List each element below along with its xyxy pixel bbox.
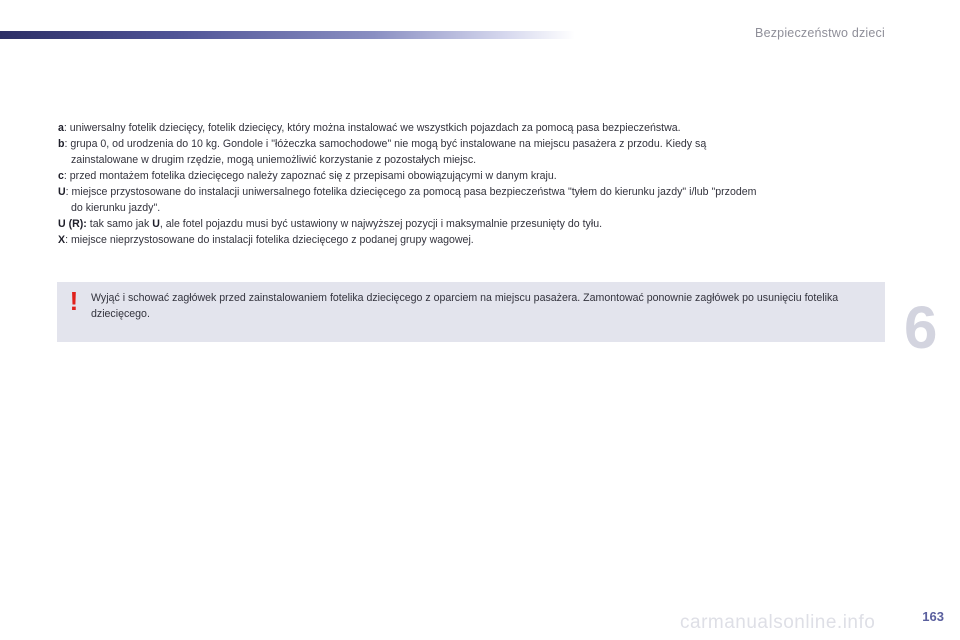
definition-key: U (R): — [58, 218, 87, 230]
page-number: 163 — [922, 609, 944, 624]
definition-text: , ale fotel pojazdu musi być ustawiony w najwyższej pozycji i maksymalnie przesunięty do tyłu. — [159, 218, 603, 230]
warning-exclamation-icon: ! — [69, 286, 79, 316]
section-title: Bezpieczeństwo dzieci — [755, 26, 885, 40]
definition-key: c — [58, 170, 64, 182]
definition-c — [58, 168, 888, 184]
definition-text: : przed montażem fotelika dziecięcego należy zapoznać się z przepisami obowiązującymi w danym kraju. — [63, 170, 557, 182]
definition-a — [58, 120, 888, 136]
definition-text: : miejsce przystosowane do instalacji uniwersalnego fotelika dziecięcego za pomocą pasa bezpieczeństwa "tyłem do kierunku jazdy" i/lub "przodem — [65, 186, 757, 198]
definition-key-inline: U — [152, 218, 160, 230]
definition-b — [58, 136, 888, 168]
definition-u — [58, 184, 888, 216]
definition-key: X — [58, 234, 66, 246]
definitions-list — [58, 120, 888, 248]
definition-text: : miejsce nieprzystosowane do instalacji fotelika dziecięcego z podanej grupy wagowej. — [65, 234, 474, 246]
definition-key: b — [58, 138, 65, 150]
definition-ur — [58, 216, 888, 232]
header-gradient-bar — [0, 31, 575, 39]
definition-text: tak samo jak — [86, 218, 153, 230]
chapter-number: 6 — [904, 294, 938, 361]
definition-key: a — [58, 122, 64, 134]
definition-text: : grupa 0, od urodzenia do 10 kg. Gondole i "łóżeczka samochodowe" nie mogą być instalowane na miejscu pasażera z przodu. Kiedy są — [64, 138, 707, 150]
warning-text: Wyjąć i schować zagłówek przed zainstalowaniem fotelika dziecięcego z oparciem na miejscu pasażera. Zamontować ponownie zagłówek po usunięciu fotelika dziecięcego. — [91, 292, 839, 320]
definition-key: U — [58, 186, 66, 198]
watermark: carmanualsonline.info — [680, 612, 876, 633]
definition-continuation: zainstalowane w drugim rzędzie, mogą uniemożliwić korzystanie z pozostałych miejsc. — [71, 154, 477, 166]
definition-x — [58, 232, 888, 248]
definition-text: : uniwersalny fotelik dziecięcy, fotelik dziecięcy, który można instalować we wszystkich pojazdach za pomocą pasa bezpieczeństwa. — [63, 122, 681, 134]
definition-continuation: do kierunku jazdy". — [71, 202, 161, 214]
warning-box — [57, 282, 885, 342]
